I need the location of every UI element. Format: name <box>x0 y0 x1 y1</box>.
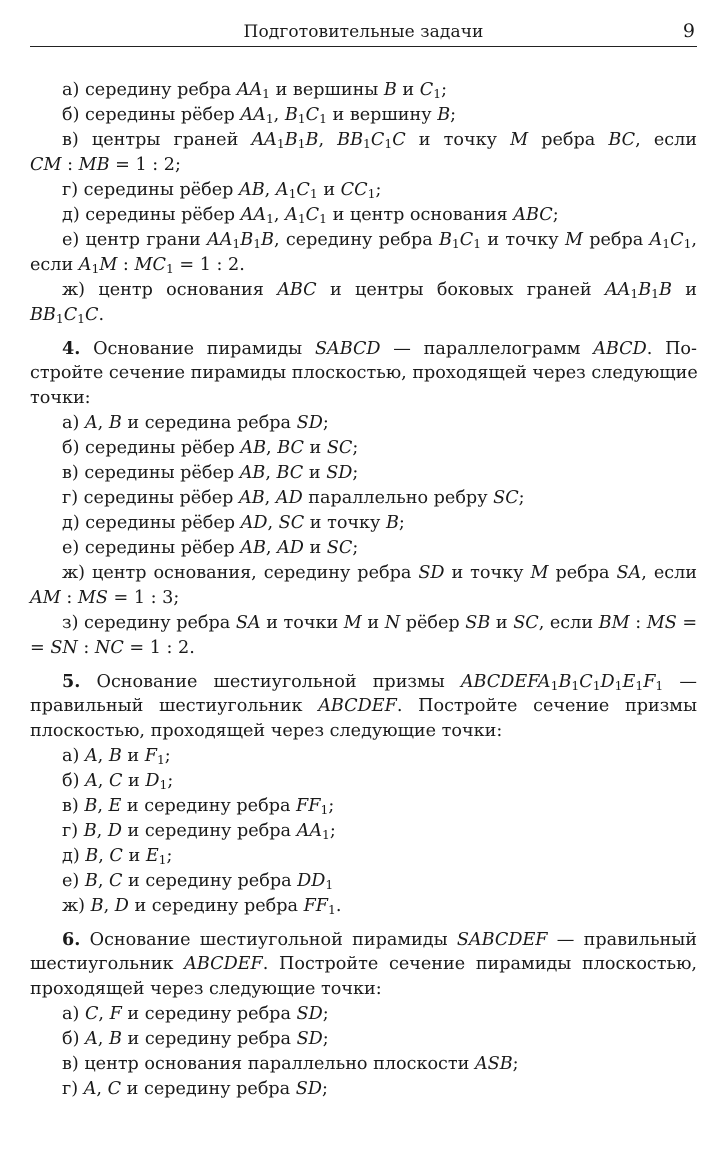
list-item-line: а) A, B и $F_1$; <box>62 746 171 768</box>
continuation-line: AM : MS = 1 : 3; <box>30 588 180 608</box>
list-item-line: е) середины рёбер AB, AD и SC; <box>62 538 359 558</box>
list-item-line: д) B, C и $E_1$; <box>62 846 173 868</box>
continuation-line: правильный шестиугольник ABCDEF. Постройте сечение призмы <box>30 696 697 716</box>
continuation-line: $BB_1C_1C$. <box>30 305 105 327</box>
list-item-line: а) A, B и середина ребра SD; <box>62 413 329 433</box>
list-item-line: г) B, D и середину ребра $AA_1$; <box>62 821 336 843</box>
list-item-line: б) середины рёбер $AA_1$, $B_1C_1$ и вершину B; <box>62 105 457 127</box>
continuation-line: CM : MB = 1 : 2; <box>30 155 181 175</box>
list-item-line: ж) центр основания, середину ребра SD и точку M ребра SA, если <box>62 563 697 583</box>
page-number: 9 <box>682 20 695 42</box>
running-title: Подготовительные задачи <box>243 22 484 42</box>
list-item-line: в) середины рёбер AB, BC и SD; <box>62 463 359 483</box>
list-item-line: г) середины рёбер AB, $A_1C_1$ и $CC_1$; <box>62 180 382 202</box>
list-item-line: б) A, B и середину ребра SD; <box>62 1029 329 1049</box>
list-item-line: в) центр основания параллельно плоскости ASB; <box>62 1054 519 1074</box>
list-item-line: а) C, F и середину ребра SD; <box>62 1004 329 1024</box>
continuation-line: если $A_1M$ : $MC_1 = 1$ : 2. <box>30 255 245 277</box>
list-item-line: в) B, E и середину ребра $FF_1$; <box>62 796 335 818</box>
continuation-line: проходящей через следующие точки: <box>30 979 382 999</box>
problem-statement-line: 4. Основание пирамиды SABCD — параллелограмм ABCD. По- <box>62 338 697 359</box>
list-item-line: б) A, C и $D_1$; <box>62 771 174 793</box>
problem-statement-line: 6. Основание шестиугольной пирамиды SABCDEF — правильный <box>62 929 697 950</box>
list-item-line: е) B, C и середину ребра $DD_1$ <box>62 871 334 893</box>
running-header <box>30 18 697 47</box>
continuation-line: точки: <box>30 388 91 408</box>
list-item-line: б) середины рёбер AB, BC и SC; <box>62 438 359 458</box>
list-item-line: е) центр грани $AA_1B_1B$, середину ребра $B_1C_1$ и точку M ребра $A_1C_1$, <box>62 230 697 252</box>
continuation-line: = SN : NC = 1 : 2. <box>30 638 195 658</box>
page-body <box>30 78 697 1102</box>
list-item-line: ж) центр основания ABC и центры боковых граней $AA_1B_1B$ и <box>62 280 697 302</box>
list-item-line: ж) B, D и середину ребра $FF_1$. <box>62 896 342 918</box>
problem-statement-line: 5. Основание шестиугольной призмы $ABCDEFA_1B_1C_1D_1E_1F_1$ — <box>62 671 697 694</box>
list-item-line: з) середину ребра SA и точки M и N рёбер SB и SC, если BM : MS = <box>62 613 698 633</box>
list-item-line: г) A, C и середину ребра SD; <box>62 1079 328 1099</box>
continuation-line: шестиугольник ABCDEF. Постройте сечение пирамиды плоскостью, <box>30 954 697 974</box>
list-item-line: а) середину ребра $AA_1$ и вершины B и $C_1$; <box>62 80 448 102</box>
list-item-line: д) середины рёбер $AA_1$, $A_1C_1$ и центр основания ABC; <box>62 205 559 227</box>
list-item-line: г) середины рёбер AB, AD параллельно ребру SC; <box>62 488 525 508</box>
continuation-line: плоскостью, проходящей через следующие точки: <box>30 721 503 741</box>
list-item-line: в) центры граней $AA_1B_1B$, $BB_1C_1C$ и точку M ребра BC, если <box>62 130 697 152</box>
list-item-line: д) середины рёбер AD, SC и точку B; <box>62 513 405 533</box>
continuation-line: стройте сечение пирамиды плоскостью, проходящей через следующие <box>30 363 698 383</box>
